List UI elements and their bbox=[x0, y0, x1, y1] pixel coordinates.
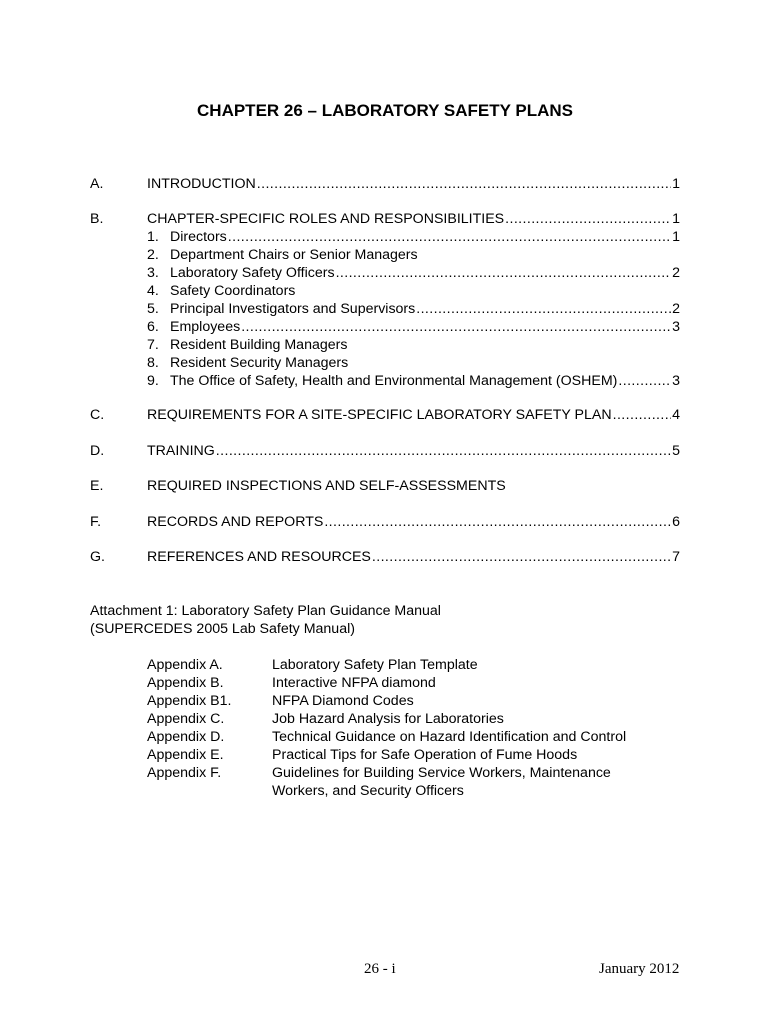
subitem-number: 4. bbox=[147, 283, 159, 299]
subitem-label: Resident Building Managers bbox=[170, 337, 348, 353]
toc-subitem[interactable] bbox=[90, 282, 680, 300]
toc-subitem[interactable] bbox=[90, 318, 680, 336]
subitem-label: Employees bbox=[170, 319, 241, 335]
toc-subitem[interactable] bbox=[90, 354, 680, 372]
subitem-page: 3 bbox=[672, 319, 680, 335]
toc-label: REQUIREMENTS FOR A SITE-SPECIFIC LABORATORY SAFETY PLAN bbox=[147, 407, 612, 423]
toc-page: 6 bbox=[672, 514, 680, 530]
attachment-title: Attachment 1: Laboratory Safety Plan Guidance Manual bbox=[90, 603, 441, 619]
subitem-label: Laboratory Safety Officers bbox=[170, 265, 335, 281]
toc-page: 7 bbox=[672, 549, 680, 565]
subitem-label: Safety Coordinators bbox=[170, 283, 296, 299]
appendix-title: Guidelines for Building Service Workers, Maintenance bbox=[272, 765, 611, 781]
toc-label: RECORDS AND REPORTS bbox=[147, 514, 324, 530]
subitem-label: Principal Investigators and Supervisors bbox=[170, 301, 416, 317]
appendix-key: Appendix E. bbox=[147, 747, 224, 763]
toc-page: 1 bbox=[672, 211, 680, 227]
toc-letter: C. bbox=[90, 407, 105, 423]
toc-row-f[interactable] bbox=[90, 513, 680, 531]
toc-page: 4 bbox=[672, 407, 680, 423]
page-number: 26 - i bbox=[364, 961, 396, 977]
subitem-number: 1. bbox=[147, 229, 159, 245]
toc-subitem[interactable] bbox=[90, 264, 680, 282]
toc-label: REFERENCES AND RESOURCES bbox=[147, 549, 371, 565]
appendix-key: Appendix A. bbox=[147, 657, 223, 673]
toc-row-a[interactable] bbox=[90, 175, 680, 193]
appendix-title: Laboratory Safety Plan Template bbox=[272, 657, 478, 673]
chapter-title: CHAPTER 26 – LABORATORY SAFETY PLANS bbox=[197, 101, 573, 120]
subitem-number: 6. bbox=[147, 319, 159, 335]
toc-row-g[interactable] bbox=[90, 548, 680, 566]
appendix-title: Technical Guidance on Hazard Identification and Control bbox=[272, 729, 627, 745]
appendix-title: NFPA Diamond Codes bbox=[272, 693, 414, 709]
toc-page: 5 bbox=[672, 443, 680, 459]
subitem-number: 7. bbox=[147, 337, 159, 353]
appendix-key: Appendix F. bbox=[147, 765, 222, 781]
appendix-key: Appendix B1. bbox=[147, 693, 232, 709]
appendix-title: Interactive NFPA diamond bbox=[272, 675, 436, 691]
subitem-page: 2 bbox=[672, 301, 680, 317]
toc-page: 1 bbox=[672, 176, 680, 192]
subitem-number: 2. bbox=[147, 247, 159, 263]
appendix-key: Appendix B. bbox=[147, 675, 224, 691]
subitem-number: 3. bbox=[147, 265, 159, 281]
toc-label: TRAINING bbox=[147, 443, 215, 459]
toc-letter: F. bbox=[90, 514, 102, 530]
appendix-key: Appendix C. bbox=[147, 711, 225, 727]
toc-row-e[interactable] bbox=[90, 477, 680, 495]
toc-letter: D. bbox=[90, 443, 105, 459]
appendix-title: Job Hazard Analysis for Laboratories bbox=[272, 711, 504, 727]
toc-subitem[interactable] bbox=[90, 336, 680, 354]
subitem-page: 3 bbox=[672, 373, 680, 389]
subitem-number: 8. bbox=[147, 355, 159, 371]
appendix-key: Appendix D. bbox=[147, 729, 225, 745]
subitem-page: 1 bbox=[672, 229, 680, 245]
subitem-number: 9. bbox=[147, 373, 159, 389]
toc-label: CHAPTER-SPECIFIC ROLES AND RESPONSIBILITIES bbox=[147, 211, 505, 227]
toc-row-b[interactable] bbox=[90, 210, 680, 228]
toc-subitem[interactable] bbox=[90, 246, 680, 264]
appendix-title: Workers, and Security Officers bbox=[272, 783, 464, 799]
appendix-title: Practical Tips for Safe Operation of Fume Hoods bbox=[272, 747, 578, 763]
toc-row-d[interactable] bbox=[90, 442, 680, 460]
toc-row-c[interactable] bbox=[90, 406, 680, 424]
toc-label: INTRODUCTION bbox=[147, 176, 256, 192]
toc-letter: G. bbox=[90, 549, 105, 565]
subitem-label: The Office of Safety, Health and Environmental Management (OSHEM) bbox=[170, 373, 618, 389]
subitem-number: 5. bbox=[147, 301, 159, 317]
subitem-label: Resident Security Managers bbox=[170, 355, 349, 371]
subitem-page: 2 bbox=[672, 265, 680, 281]
toc-letter: E. bbox=[90, 478, 104, 494]
subitem-label: Directors bbox=[170, 229, 227, 245]
footer-date: January 2012 bbox=[599, 961, 680, 977]
toc-letter: B. bbox=[90, 211, 104, 227]
toc-subitem[interactable] bbox=[90, 300, 680, 318]
toc-subitem[interactable] bbox=[90, 228, 680, 246]
attachment-subtitle: (SUPERCEDES 2005 Lab Safety Manual) bbox=[90, 621, 355, 637]
subitem-label: Department Chairs or Senior Managers bbox=[170, 247, 418, 263]
toc-label: REQUIRED INSPECTIONS AND SELF-ASSESSMENTS bbox=[147, 478, 506, 494]
toc-subitem[interactable] bbox=[90, 372, 680, 390]
toc-letter: A. bbox=[90, 176, 104, 192]
